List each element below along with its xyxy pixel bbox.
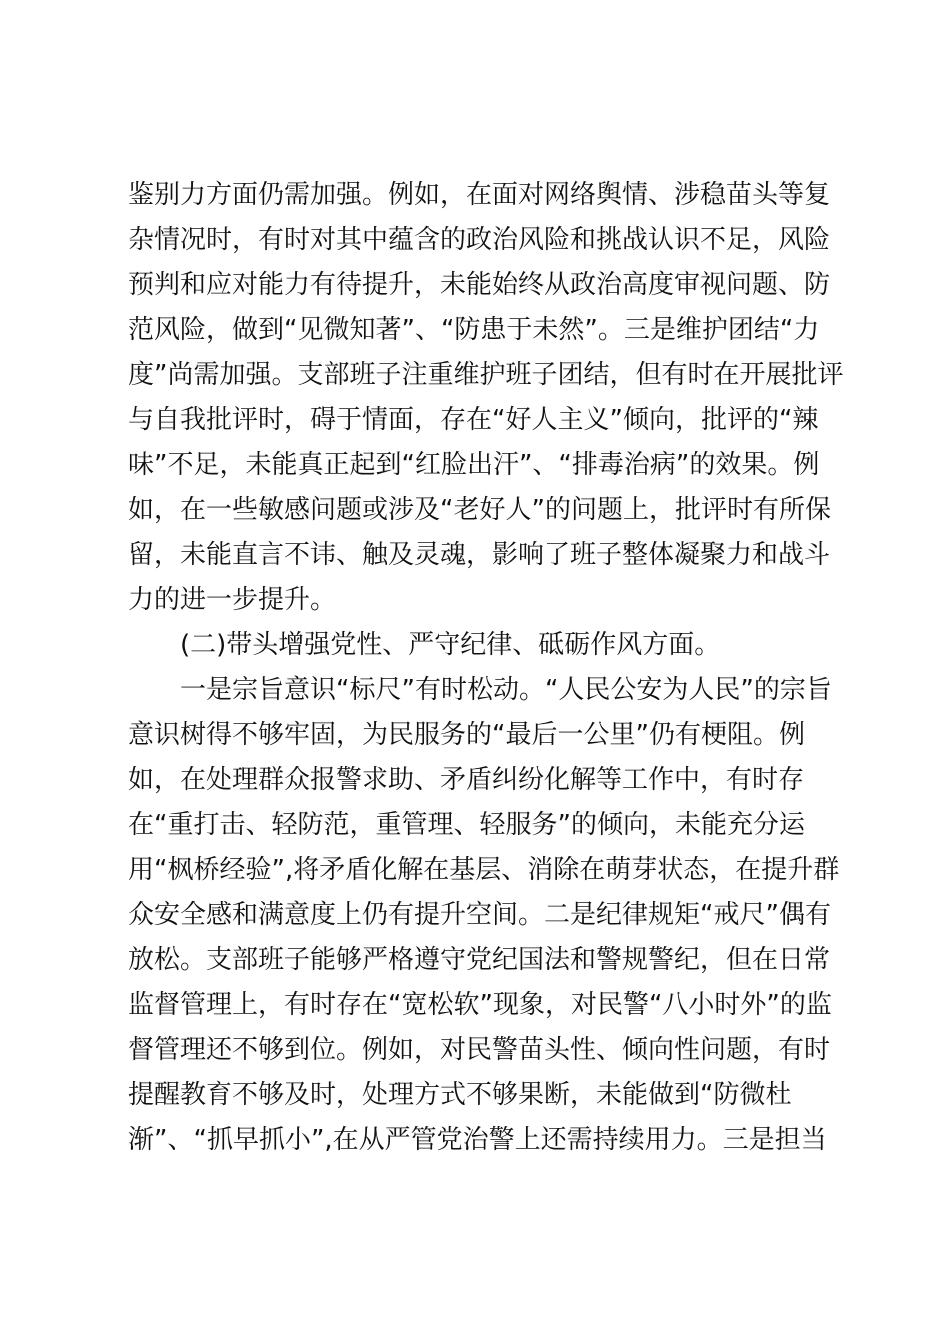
text-line: 鉴别力方面仍需加强。例如，在面对网络舆情、涉稳苗头等复 — [128, 180, 831, 210]
text-line: 众安全感和满意度上仍有提升空间。二是纪律规矩“戒尺”偶有 — [128, 900, 831, 930]
text-line: 杂情况时，有时对其中蕴含的政治风险和挑战认识不足，风险 — [128, 225, 831, 255]
text-line: 力的进一步提升。 — [128, 585, 337, 615]
section-heading: (二)带头增强党性、严守纪律、砥砺作风方面。 — [180, 630, 721, 660]
text-line: 督管理还不够到位。例如，对民警苗头性、倾向性问题，有时 — [128, 1035, 831, 1065]
text-line: 预判和应对能力有待提升，未能始终从政治高度审视问题、防 — [128, 270, 831, 300]
text-line: 范风险，做到“见微知著”、“防患于未然”。三是维护团结“力 — [128, 315, 820, 345]
text-line: 用“枫桥经验”,将矛盾化解在基层、消除在萌芽状态，在提升群 — [128, 855, 840, 885]
text-line: 如，在一些敏感问题或涉及“老好人”的问题上，批评时有所保 — [128, 495, 831, 525]
paragraph-first-line: 一是宗旨意识“标尺”有时松动。“人民公安为人民”的宗旨 — [180, 675, 832, 705]
text-line: 度”尚需加强。支部班子注重维护班子团结，但有时在开展批评 — [128, 360, 844, 390]
text-line: 留，未能直言不讳、触及灵魂，影响了班子整体凝聚力和战斗 — [128, 540, 831, 570]
text-line: 渐”、“抓早抓小”,在从严管党治警上还需持续用力。三是担当 — [128, 1125, 827, 1155]
text-line: 监督管理上，有时存在“宽松软”现象，对民警“八小时外”的监 — [128, 990, 832, 1020]
text-line: 与自我批评时，碍于情面，存在“好人主义”倾向，批评的“辣 — [128, 405, 819, 435]
text-line: 放松。支部班子能够严格遵守党纪国法和警规警纪，但在日常 — [128, 945, 831, 975]
text-line: 在“重打击、轻防范，重管理、轻服务”的倾向，未能充分运 — [128, 810, 805, 840]
text-line: 如，在处理群众报警求助、矛盾纠纷化解等工作中，有时存 — [128, 765, 805, 795]
text-line: 提醒教育不够及时，处理方式不够果断，未能做到“防微杜 — [128, 1080, 792, 1110]
text-line: 意识树得不够牢固，为民服务的“最后一公里”仍有梗阻。例 — [128, 720, 805, 750]
text-line: 味”不足，未能真正起到“红脸出汗”、“排毒治病”的效果。例 — [128, 450, 820, 480]
